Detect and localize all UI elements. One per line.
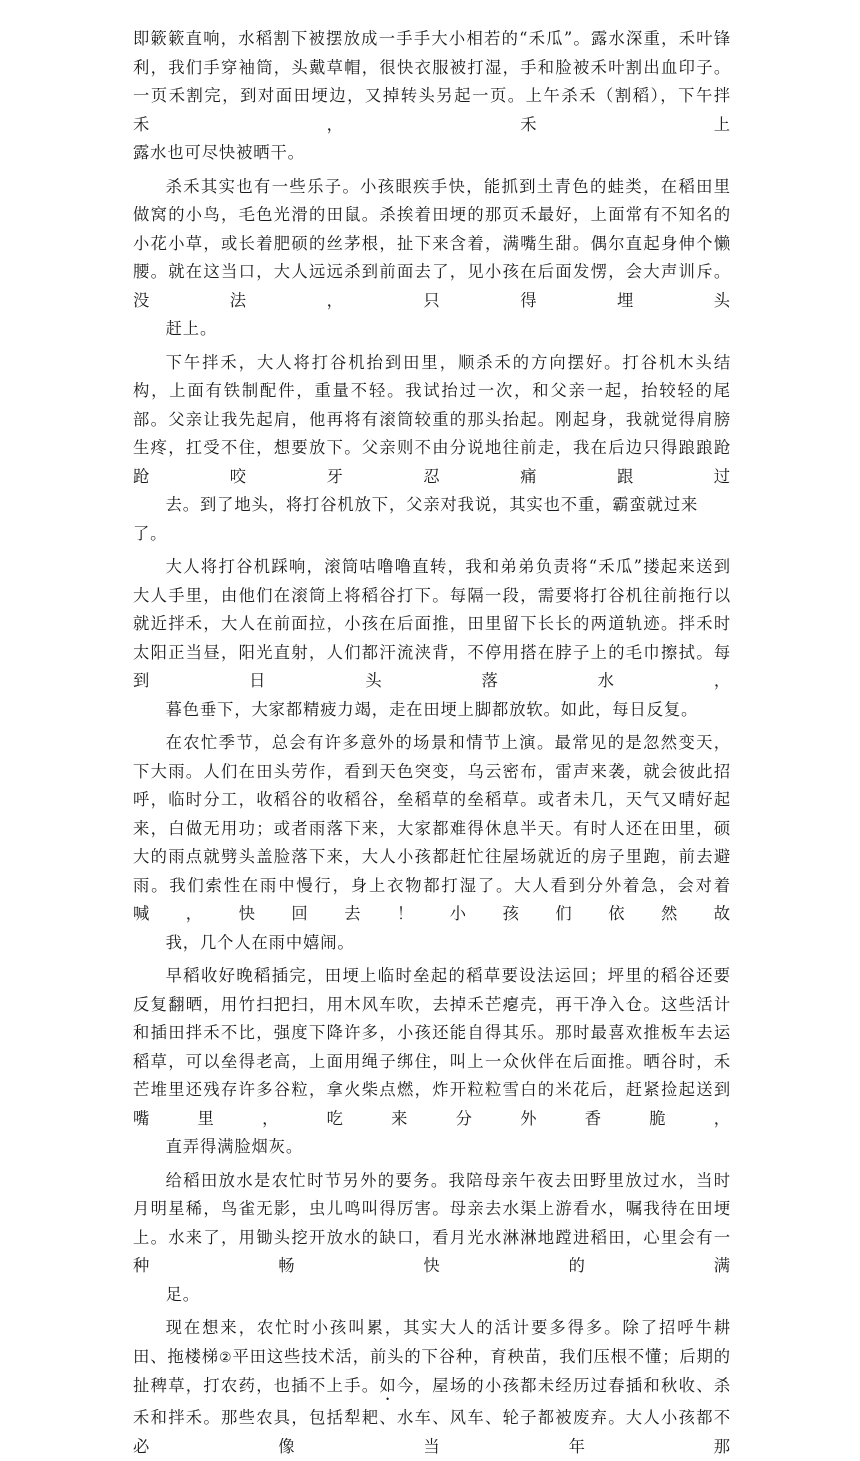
paragraph-7-body: 给稻田放水是农忙时节另外的要务。我陪母亲午夜去田野里放过水，当时月明星稀，鸟雀无影，虫儿鸣叫得厉害。母亲去水渠上游看水，嘱我待在田埂上。水来了，用锄头挖开放水的缺口，看月光水淋淋地蹚进稻田，心里会有一种畅快的满 bbox=[133, 1170, 731, 1275]
paragraph-4-last-line: 暮色垂下，大家都精疲力竭，走在田埂上脚都放软。如此，每日反复。 bbox=[165, 699, 699, 719]
paragraph-7-last-line: 足。 bbox=[165, 1284, 200, 1304]
paragraph-5 bbox=[133, 729, 731, 957]
paragraph-5-body: 在农忙季节，总会有许多意外的场景和情节上演。最常见的是忽然变天，下大雨。人们在田头劳作，看到天色突变，乌云密布，雷声来袭，就会彼此招呼，临时分工，收稻谷的收稻谷，垒稻草的垒稻草。或者未几，天气又晴好起来，白做无用功；或者雨落下来，大家都难得休息半天。有时人还在田里，硕大的雨点就劈头盖脸落下来，大人小孩都赶忙往屋场就近的房子里跑，前去避雨。我们索性在雨中慢行，身上衣物都打湿了。大人看到分外着急，会对着喊，快回去！小孩们依然故 bbox=[133, 733, 731, 923]
paragraph-6-last-line: 直弄得满脸烟灰。 bbox=[165, 1137, 304, 1156]
document-page bbox=[133, 0, 731, 1461]
paragraph-1 bbox=[133, 25, 731, 168]
paragraph-3 bbox=[133, 349, 731, 549]
footnote-marker: ② bbox=[218, 1349, 233, 1366]
paragraph-3-body: 下午拌禾，大人将打谷机抬到田里，顺杀禾的方向摆好。打谷机木头结构，上面有铁制配件，重量不轻。我试抬过一次，和父亲一起，抬较轻的尾部。父亲让我先起肩，他再将有滚筒较重的那头抬起。刚起身，我就觉得肩膀生疼，扛受不住，想要放下。父亲则不由分说地往前走，我在后边只得踉踉跄跄咬牙忍痛跟过 bbox=[133, 352, 731, 486]
paragraph-8-body-c: 今，屋场的小孩都未经历过春插和秋收、杀禾和拌禾。那些农具，包括犁耙、水车、风车、轮子都被废弃。大人小孩都不必像当年那 bbox=[133, 1376, 731, 1456]
paragraph-4-body: 大人将打谷机踩响，滚筒咕噜噜直转，我和弟弟负责将“禾瓜”搂起来送到大人手里，由他们在滚筒上将稻谷打下。每隔一段，需要将打谷机往前拖行以就近拌禾，大人在前面拉，小孩在后面推，田里留下长长的两道轨迹。拌禾时太阳正当昼，阳光直射，人们都汗流浃背，不停用搭在脖子上的毛巾擦拭。每到日头落水， bbox=[133, 557, 731, 690]
paragraph-8 bbox=[133, 1314, 731, 1461]
paragraph-5-last-line: 我，几个人在雨中嬉闹。 bbox=[165, 932, 355, 952]
paragraph-6-body: 早稻收好晚稻插完，田埂上临时垒起的稻草要设法运回；坪里的稻谷还要反复翻晒，用竹扫把扫，用木风车吹，去掉禾芒瘪壳，再干净入仓。这些活计和插田拌禾不比，强度下降许多，小孩还能自得其乐。那时最喜欢推板车去运稻草，可以垒得老高，上面用绳子绑住，叫上一众伙伴在后面推。晒谷时，禾芒堆里还残存许多谷粒，拿火柴点燃，炸开粒粒雪白的米花后，赶紧捡起送到嘴里，吃来分外香脆， bbox=[133, 966, 731, 1128]
emphasis-dot-char: 如 bbox=[379, 1376, 398, 1395]
paragraph-1-last-line: 露水也可尽快被晒干。 bbox=[133, 143, 305, 162]
paragraph-8-body-a: 现在想来，农忙时小孩叫累，其实大人的活计要多得多。除了招呼牛耕田、拖楼梯 bbox=[133, 1318, 731, 1366]
paragraph-2 bbox=[133, 173, 731, 344]
paragraph-8-body-b: 平田这些技术活，前头的下谷种，育秧苗，我们压根不懂；后期的扯稗草，打农药，也插不上手。 bbox=[133, 1346, 731, 1395]
paragraph-1-body: 即簌簌直响，水稻割下被摆放成一手手大小相若的“禾瓜”。露水深重，禾叶锋利，我们手穿袖筒，头戴草帽，很快衣服被打湿，手和脸被禾叶割出血印子。一页禾割完，到对面田埂边，又掉转头另起一页。上午杀禾（割稻），下午拌禾，禾上 bbox=[133, 29, 731, 134]
paragraph-4 bbox=[133, 553, 731, 724]
paragraph-3-last-line: 去。到了地头，将打谷机放下，父亲对我说，其实也不重，霸蛮就过来了。 bbox=[133, 495, 699, 543]
paragraph-2-body: 杀禾其实也有一些乐子。小孩眼疾手快，能抓到土青色的蛙类，在稻田里做窝的小鸟，毛色光滑的田鼠。杀挨着田埂的那页禾最好，上面常有不知名的小花小草，或长着肥硕的丝茅根，扯下来含着，满嘴生甜。偶尔直起身伸个懒腰。就在这当口，大人远远杀到前面去了，见小孩在后面发愣，会大声训斥。没法，只得埋头 bbox=[133, 176, 731, 310]
paragraph-7 bbox=[133, 1167, 731, 1310]
paragraph-6 bbox=[133, 962, 731, 1162]
paragraph-2-last-line: 赶上。 bbox=[165, 319, 218, 338]
